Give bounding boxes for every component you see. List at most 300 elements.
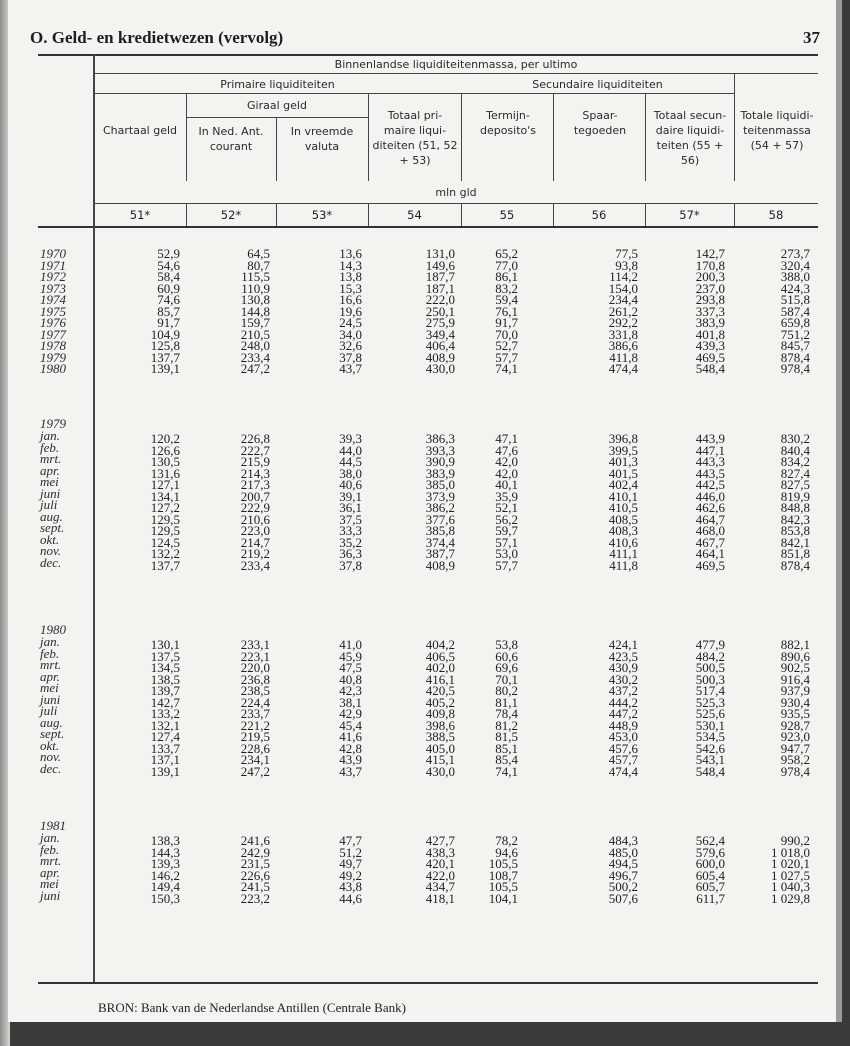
table-cell: 396,8 (608, 431, 638, 446)
table-cell: 139,3 (150, 856, 180, 872)
table-cell: 219,2 (240, 546, 270, 562)
table-cell: 49,2 (339, 867, 362, 883)
row-label: mrt. (40, 657, 62, 673)
row-label: dec. (40, 555, 62, 570)
table-cell: 659,8 (780, 315, 810, 331)
table-cell: 13,8 (339, 269, 362, 285)
table-cell: 430,2 (608, 671, 638, 687)
col-number-58: 58 (768, 208, 784, 222)
table-cell: 226,6 (240, 867, 270, 883)
table-cell: 74,1 (495, 361, 518, 377)
value-column-53 (292, 835, 362, 904)
table-cell: 220,0 (240, 660, 270, 676)
col-header-58: Totale liquidi- teitenmassa (54 + 57) (740, 109, 814, 152)
table-cell: 411,1 (609, 546, 638, 562)
value-column-51 (110, 433, 180, 572)
table-cell: 81,5 (495, 729, 518, 745)
table-cell: 410,5 (608, 500, 638, 516)
table-cell: 110,9 (241, 280, 270, 296)
section-title: 1981 (40, 818, 66, 834)
table-cell: 500,5 (695, 660, 725, 676)
row-label: mrt. (40, 451, 62, 467)
table-cell: 91,7 (495, 315, 518, 331)
row-label: juli (40, 703, 58, 719)
table-cell: 224,4 (240, 694, 270, 710)
value-column-55 (448, 248, 518, 375)
table-cell: 142,7 (150, 694, 180, 710)
table-cell: 36,1 (339, 500, 362, 516)
table-cell: 149,4 (150, 879, 180, 895)
table-cell: 234,1 (240, 752, 270, 768)
table-cell: 401,8 (695, 326, 725, 342)
table-cell: 45,4 (339, 717, 362, 733)
table-cell: 200,3 (695, 269, 725, 285)
value-column-56 (568, 433, 638, 572)
table-cell: 978,4 (780, 764, 810, 780)
table-cell: 231,5 (240, 856, 270, 872)
header-divider-2 (94, 93, 734, 94)
table-cell: 149,6 (425, 257, 455, 273)
value-column-56 (568, 835, 638, 904)
table-cell: 517,4 (695, 683, 725, 699)
row-label: sept. (40, 726, 65, 742)
table-cell: 420,1 (425, 856, 455, 872)
table-cell: 416,1 (425, 671, 455, 687)
value-column-57 (655, 433, 725, 572)
table-cell: 37,8 (339, 558, 362, 574)
table-cell: 222,9 (240, 500, 270, 516)
table-cell: 1 020,1 (771, 856, 810, 872)
table-cell: 44,5 (339, 454, 362, 470)
table-cell: 446,0 (695, 488, 725, 504)
table-cell: 442,5 (695, 477, 725, 493)
table-cell: 386,6 (608, 338, 638, 354)
table-cell: 241,6 (240, 833, 270, 848)
table-cell: 525,6 (695, 706, 725, 722)
value-column-55 (448, 639, 518, 778)
table-cell: 438,3 (425, 844, 455, 860)
table-cell: 411,8 (609, 349, 638, 365)
table-cell: 49,7 (339, 856, 362, 872)
table-cell: 74,1 (495, 764, 518, 780)
table-cell: 58,4 (157, 269, 180, 285)
table-cell: 605,7 (695, 879, 725, 895)
table-cell: 611,7 (696, 890, 725, 906)
table-cell: 430,0 (425, 361, 455, 377)
table-cell: 60,6 (495, 648, 518, 664)
table-cell: 146,2 (150, 867, 180, 883)
table-cell: 834,2 (780, 454, 810, 470)
row-label: mei (40, 876, 59, 892)
table-cell: 53,0 (495, 546, 518, 562)
row-label: 1972 (40, 269, 66, 285)
table-cell: 159,7 (240, 315, 270, 331)
table-cell: 57,7 (495, 558, 518, 574)
table-cell: 937,9 (780, 683, 810, 699)
table-cell: 139,1 (150, 764, 180, 780)
table-cell: 819,9 (780, 488, 810, 504)
table-cell: 74,6 (157, 292, 180, 308)
table-cell: 93,8 (615, 257, 638, 273)
table-cell: 238,5 (240, 683, 270, 699)
table-cell: 845,7 (780, 338, 810, 354)
table-cell: 443,9 (695, 431, 725, 446)
table-cell: 134,1 (150, 488, 180, 504)
table-cell: 600,0 (695, 856, 725, 872)
table-cell: 85,7 (157, 303, 180, 319)
table-bottom-rule (38, 982, 818, 984)
table-cell: 221,2 (240, 717, 270, 733)
table-cell: 200,7 (240, 488, 270, 504)
table-cell: 42,9 (339, 706, 362, 722)
table-cell: 45,9 (339, 648, 362, 664)
table-cell: 78,4 (495, 706, 518, 722)
row-labels (40, 820, 100, 901)
row-label: mrt. (40, 853, 62, 869)
row-label: juni (40, 485, 61, 501)
table-cell: 453,0 (608, 729, 638, 745)
table-cell: 242,9 (240, 844, 270, 860)
table-cell: 469,5 (695, 349, 725, 365)
table-cell: 386,2 (425, 500, 455, 516)
table-cell: 77,0 (495, 257, 518, 273)
row-labels (40, 418, 100, 568)
table-cell: 219,5 (240, 729, 270, 745)
table-cell: 142,7 (695, 246, 725, 261)
table-cell: 132,1 (150, 717, 180, 733)
col-number-54: 54 (407, 208, 422, 222)
table-cell: 132,2 (150, 546, 180, 562)
page-header (30, 28, 820, 52)
table-cell: 474,4 (608, 764, 638, 780)
table-cell: 35,2 (339, 534, 362, 550)
row-labels (40, 624, 100, 774)
value-column-57 (655, 639, 725, 778)
table-cell: 81,2 (495, 717, 518, 733)
table-cell: 388,5 (425, 729, 455, 745)
table-cell: 69,6 (495, 660, 518, 676)
table-cell: 131,0 (425, 246, 455, 261)
value-column-51 (110, 248, 180, 375)
header-divider-1 (94, 73, 818, 74)
table-cell: 853,8 (780, 523, 810, 539)
table-cell: 78,2 (495, 833, 518, 848)
table-cell: 430,9 (608, 660, 638, 676)
row-label: nov. (40, 749, 62, 765)
value-column-55 (448, 433, 518, 572)
value-column-51 (110, 639, 180, 778)
table-cell: 222,7 (240, 442, 270, 458)
table-cell: 402,4 (608, 477, 638, 493)
table-cell: 105,5 (488, 879, 518, 895)
table-cell: 882,1 (780, 637, 810, 652)
table-cell: 579,6 (695, 844, 725, 860)
super-header: Binnenlandse liquiditeitenmassa, per ultimo (334, 58, 578, 71)
table-cell: 54,6 (157, 257, 180, 273)
table-cell: 40,1 (495, 477, 518, 493)
table-cell: 57,7 (495, 349, 518, 365)
table-cell: 443,3 (695, 454, 725, 470)
table-cell: 393,3 (425, 442, 455, 458)
table-cell: 247,2 (240, 764, 270, 780)
row-label: 1973 (40, 280, 66, 296)
col-divider-56-57 (645, 93, 646, 181)
table-cell: 408,9 (425, 558, 455, 574)
table-cell: 484,2 (695, 648, 725, 664)
table-cell: 223,2 (240, 890, 270, 906)
table-cell: 15,3 (339, 280, 362, 296)
table-cell: 405,0 (425, 740, 455, 756)
table-cell: 401,3 (608, 454, 638, 470)
table-cell: 250,1 (425, 303, 455, 319)
table-cell: 410,1 (608, 488, 638, 504)
table-cell: 41,6 (339, 729, 362, 745)
value-column-56 (568, 639, 638, 778)
table-cell: 77,5 (615, 246, 638, 261)
row-label: jan. (40, 427, 60, 443)
table-cell: 13,6 (339, 246, 362, 261)
row-label: sept. (40, 520, 65, 536)
table-cell: 40,6 (339, 477, 362, 493)
row-label: 1975 (40, 303, 66, 319)
table-cell: 24,5 (339, 315, 362, 331)
table-cell: 237,0 (695, 280, 725, 296)
value-column-52 (200, 835, 270, 904)
table-cell: 292,2 (608, 315, 638, 331)
table-cell: 1 040,3 (771, 879, 810, 895)
table-cell: 42,3 (339, 683, 362, 699)
table-cell: 43,7 (339, 764, 362, 780)
group-secondary-header: Secundaire liquiditeiten (532, 78, 663, 91)
table-cell: 91,7 (157, 315, 180, 331)
table-cell: 43,8 (339, 879, 362, 895)
table-cell: 59,7 (495, 523, 518, 539)
table-cell: 44,6 (339, 890, 362, 906)
col-header-55: Termijn- deposito's (479, 109, 537, 137)
table-cell: 507,6 (608, 890, 638, 906)
table-cell: 408,5 (608, 511, 638, 527)
row-label: juni (40, 691, 61, 707)
table-cell: 448,9 (608, 717, 638, 733)
table-cell: 247,2 (240, 361, 270, 377)
table-cell: 233,4 (240, 349, 270, 365)
table-cell: 83,2 (495, 280, 518, 296)
table-cell: 19,6 (339, 303, 362, 319)
table-cell: 210,5 (240, 326, 270, 342)
table-cell: 548,4 (695, 764, 725, 780)
table-cell: 935,5 (780, 706, 810, 722)
table-cell: 978,4 (780, 361, 810, 377)
table-cell: 150,3 (150, 890, 180, 906)
table-cell: 42,8 (339, 740, 362, 756)
table-cell: 127,1 (150, 477, 180, 493)
colnum-bottom-rule (38, 226, 818, 228)
table-cell: 47,1 (495, 431, 518, 446)
row-label: apr. (40, 668, 60, 684)
row-label: mei (40, 680, 59, 696)
row-label: nov. (40, 543, 62, 559)
table-cell: 41,0 (339, 637, 362, 652)
table-cell: 842,3 (780, 511, 810, 527)
table-cell: 388,0 (780, 269, 810, 285)
table-cell: 386,3 (425, 431, 455, 446)
table-cell: 134,5 (150, 660, 180, 676)
table-cell: 127,2 (150, 500, 180, 516)
table-cell: 406,4 (425, 338, 455, 354)
table-cell: 543,1 (695, 752, 725, 768)
row-label: okt. (40, 737, 60, 753)
unit-label: mln gld (435, 186, 477, 199)
table-cell: 187,1 (425, 280, 455, 296)
table-cell: 233,4 (240, 558, 270, 574)
table-cell: 47,7 (339, 833, 362, 848)
table-cell: 36,3 (339, 546, 362, 562)
table-cell: 848,8 (780, 500, 810, 516)
table-cell: 38,0 (339, 465, 362, 481)
table-cell: 477,9 (695, 637, 725, 652)
row-label: juni (40, 887, 61, 903)
table-cell: 468,0 (695, 523, 725, 539)
group-giraal-header: Giraal geld (247, 99, 307, 112)
table-cell: 496,7 (608, 867, 638, 883)
row-label: 1979 (40, 349, 66, 365)
col-number-55: 55 (499, 208, 515, 222)
table-cell: 385,0 (425, 477, 455, 493)
table-cell: 275,9 (425, 315, 455, 331)
table-cell: 261,2 (608, 303, 638, 319)
col-header-51: Chartaal geld (102, 124, 178, 137)
row-label: feb. (40, 439, 60, 455)
table-cell: 33,3 (339, 523, 362, 539)
table-cell: 457,6 (608, 740, 638, 756)
table-cell: 85,1 (495, 740, 518, 756)
table-cell: 222,0 (425, 292, 455, 308)
table-cell: 35,9 (495, 488, 518, 504)
row-label: juli (40, 497, 58, 513)
table-cell: 525,3 (695, 694, 725, 710)
table-cell: 65,2 (495, 246, 518, 261)
table-cell: 131,6 (150, 465, 180, 481)
table-cell: 1 018,0 (771, 844, 810, 860)
table-cell: 411,8 (609, 558, 638, 574)
table-cell: 385,8 (425, 523, 455, 539)
table-cell: 34,0 (339, 326, 362, 342)
value-column-53 (292, 248, 362, 375)
col-divider-57-58 (734, 73, 735, 181)
table-cell: 548,4 (695, 361, 725, 377)
page-number: 37 (803, 28, 820, 47)
table-cell: 223,1 (240, 648, 270, 664)
value-column-58 (740, 248, 810, 375)
table-cell: 51,2 (339, 844, 362, 860)
table-cell: 233,7 (240, 706, 270, 722)
table-cell: 474,4 (608, 361, 638, 377)
table-cell: 138,5 (150, 671, 180, 687)
table-cell: 80,7 (247, 257, 270, 273)
value-column-51 (110, 835, 180, 904)
table-cell: 64,5 (247, 246, 270, 261)
table-top-rule (38, 54, 818, 56)
table-cell: 42,0 (495, 465, 518, 481)
table-cell: 990,2 (780, 833, 810, 848)
table-cell: 133,7 (150, 740, 180, 756)
table-cell: 86,1 (495, 269, 518, 285)
table-cell: 878,4 (780, 349, 810, 365)
table-cell: 144,8 (240, 303, 270, 319)
row-label: 1971 (40, 257, 66, 273)
table-cell: 130,8 (240, 292, 270, 308)
table-cell: 57,1 (495, 534, 518, 550)
table-cell: 437,2 (608, 683, 638, 699)
col-divider-53-54 (368, 93, 369, 181)
table-cell: 430,0 (425, 764, 455, 780)
page-title: O. Geld- en kredietwezen (vervolg) (30, 28, 284, 47)
table-cell: 320,4 (780, 257, 810, 273)
table-cell: 214,3 (240, 465, 270, 481)
table-cell: 444,2 (608, 694, 638, 710)
table-cell: 928,7 (780, 717, 810, 733)
table-cell: 124,5 (150, 534, 180, 550)
col-header-52: In Ned. Ant. courant (198, 125, 264, 153)
table-cell: 827,5 (780, 477, 810, 493)
table-cell: 390,9 (425, 454, 455, 470)
table-cell: 137,1 (150, 752, 180, 768)
table-cell: 217,3 (240, 477, 270, 493)
table-cell: 44,0 (339, 442, 362, 458)
table-cell: 958,2 (780, 752, 810, 768)
table-cell: 293,8 (695, 292, 725, 308)
value-column-52 (200, 433, 270, 572)
table-cell: 423,5 (608, 648, 638, 664)
table-cell: 447,2 (608, 706, 638, 722)
table-cell: 127,4 (150, 729, 180, 745)
table-cell: 374,4 (425, 534, 455, 550)
table-cell: 40,8 (339, 671, 362, 687)
table-cell: 443,5 (695, 465, 725, 481)
row-label: apr. (40, 462, 60, 478)
table-cell: 457,7 (608, 752, 638, 768)
table-cell: 373,9 (425, 488, 455, 504)
row-label: 1976 (40, 315, 66, 331)
col-number-51: 51* (129, 208, 151, 222)
table-cell: 130,1 (150, 637, 180, 652)
table-cell: 415,1 (425, 752, 455, 768)
table-cell: 464,1 (695, 546, 725, 562)
table-cell: 16,6 (339, 292, 362, 308)
table-cell: 130,5 (150, 454, 180, 470)
table-cell: 76,1 (495, 303, 518, 319)
table-cell: 215,9 (240, 454, 270, 470)
table-cell: 387,7 (425, 546, 455, 562)
table-cell: 32,6 (339, 338, 362, 354)
col-header-53: In vreemde valuta (290, 125, 354, 153)
table-cell: 137,7 (150, 558, 180, 574)
table-cell: 126,6 (150, 442, 180, 458)
table-cell: 43,9 (339, 752, 362, 768)
col-header-54: Totaal pri- maire liqui- diteiten (51, 52 + 53) (372, 109, 458, 167)
table-cell: 234,4 (608, 292, 638, 308)
row-label: aug. (40, 508, 63, 524)
table-cell: 418,1 (425, 890, 455, 906)
table-cell: 916,4 (780, 671, 810, 687)
table-cell: 42,0 (495, 454, 518, 470)
value-column-52 (200, 639, 270, 778)
table-cell: 214,7 (240, 534, 270, 550)
table-cell: 125,8 (150, 338, 180, 354)
table-cell: 154,0 (608, 280, 638, 296)
table-cell: 484,3 (608, 833, 638, 848)
table-cell: 842,1 (780, 534, 810, 550)
